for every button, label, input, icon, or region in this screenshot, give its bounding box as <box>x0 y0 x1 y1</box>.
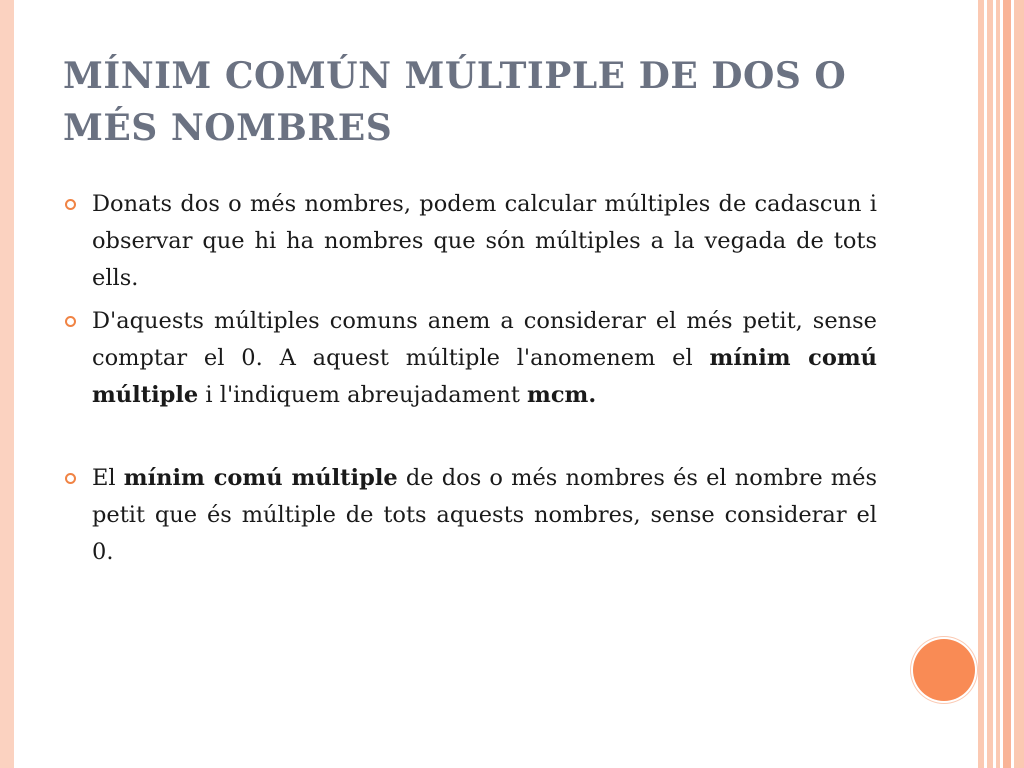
bullet-circle-icon <box>65 199 76 210</box>
bullet-item <box>63 303 877 414</box>
bold-term: mínim comú múltiple <box>123 465 398 491</box>
bullet-item <box>63 186 877 297</box>
bullet-circle-icon <box>65 473 76 484</box>
bold-abbreviation: mcm. <box>527 382 597 408</box>
bullet-text: i l'indiquem abreujadament <box>198 382 528 408</box>
bullet-text: El <box>92 465 124 491</box>
bullet-item <box>63 460 877 571</box>
bullet-list <box>63 186 877 571</box>
right-stripe-decoration <box>1003 0 1011 768</box>
right-stripe-decoration <box>987 0 993 768</box>
bullet-text: D'aquests múltiples comuns anem a considerar el més petit, sense comptar el 0. A aquest múltiple l'anomenem el <box>92 308 877 371</box>
slide-title: MÍNIM COMÚN MÚLTIPLE DE DOS O MÉS NOMBRES <box>63 55 847 149</box>
decorative-circle <box>913 639 975 701</box>
right-stripe-decoration <box>1014 0 1024 768</box>
bold-term: mínim comú múltiple <box>92 345 877 408</box>
right-stripe-decoration <box>996 0 1000 768</box>
bullet-text: Donats dos o més nombres, podem calcular múltiples de cadascun i observar que hi ha nombres que són múltiples a la vegada de tots ells. <box>92 191 877 291</box>
left-border-decoration <box>0 0 14 768</box>
right-stripe-decoration <box>978 0 984 768</box>
bullet-text: de dos o més nombres és el nombre més petit que és múltiple de tots aquests nombres, sense considerar el 0. <box>92 465 878 565</box>
bullet-circle-icon <box>65 316 76 327</box>
